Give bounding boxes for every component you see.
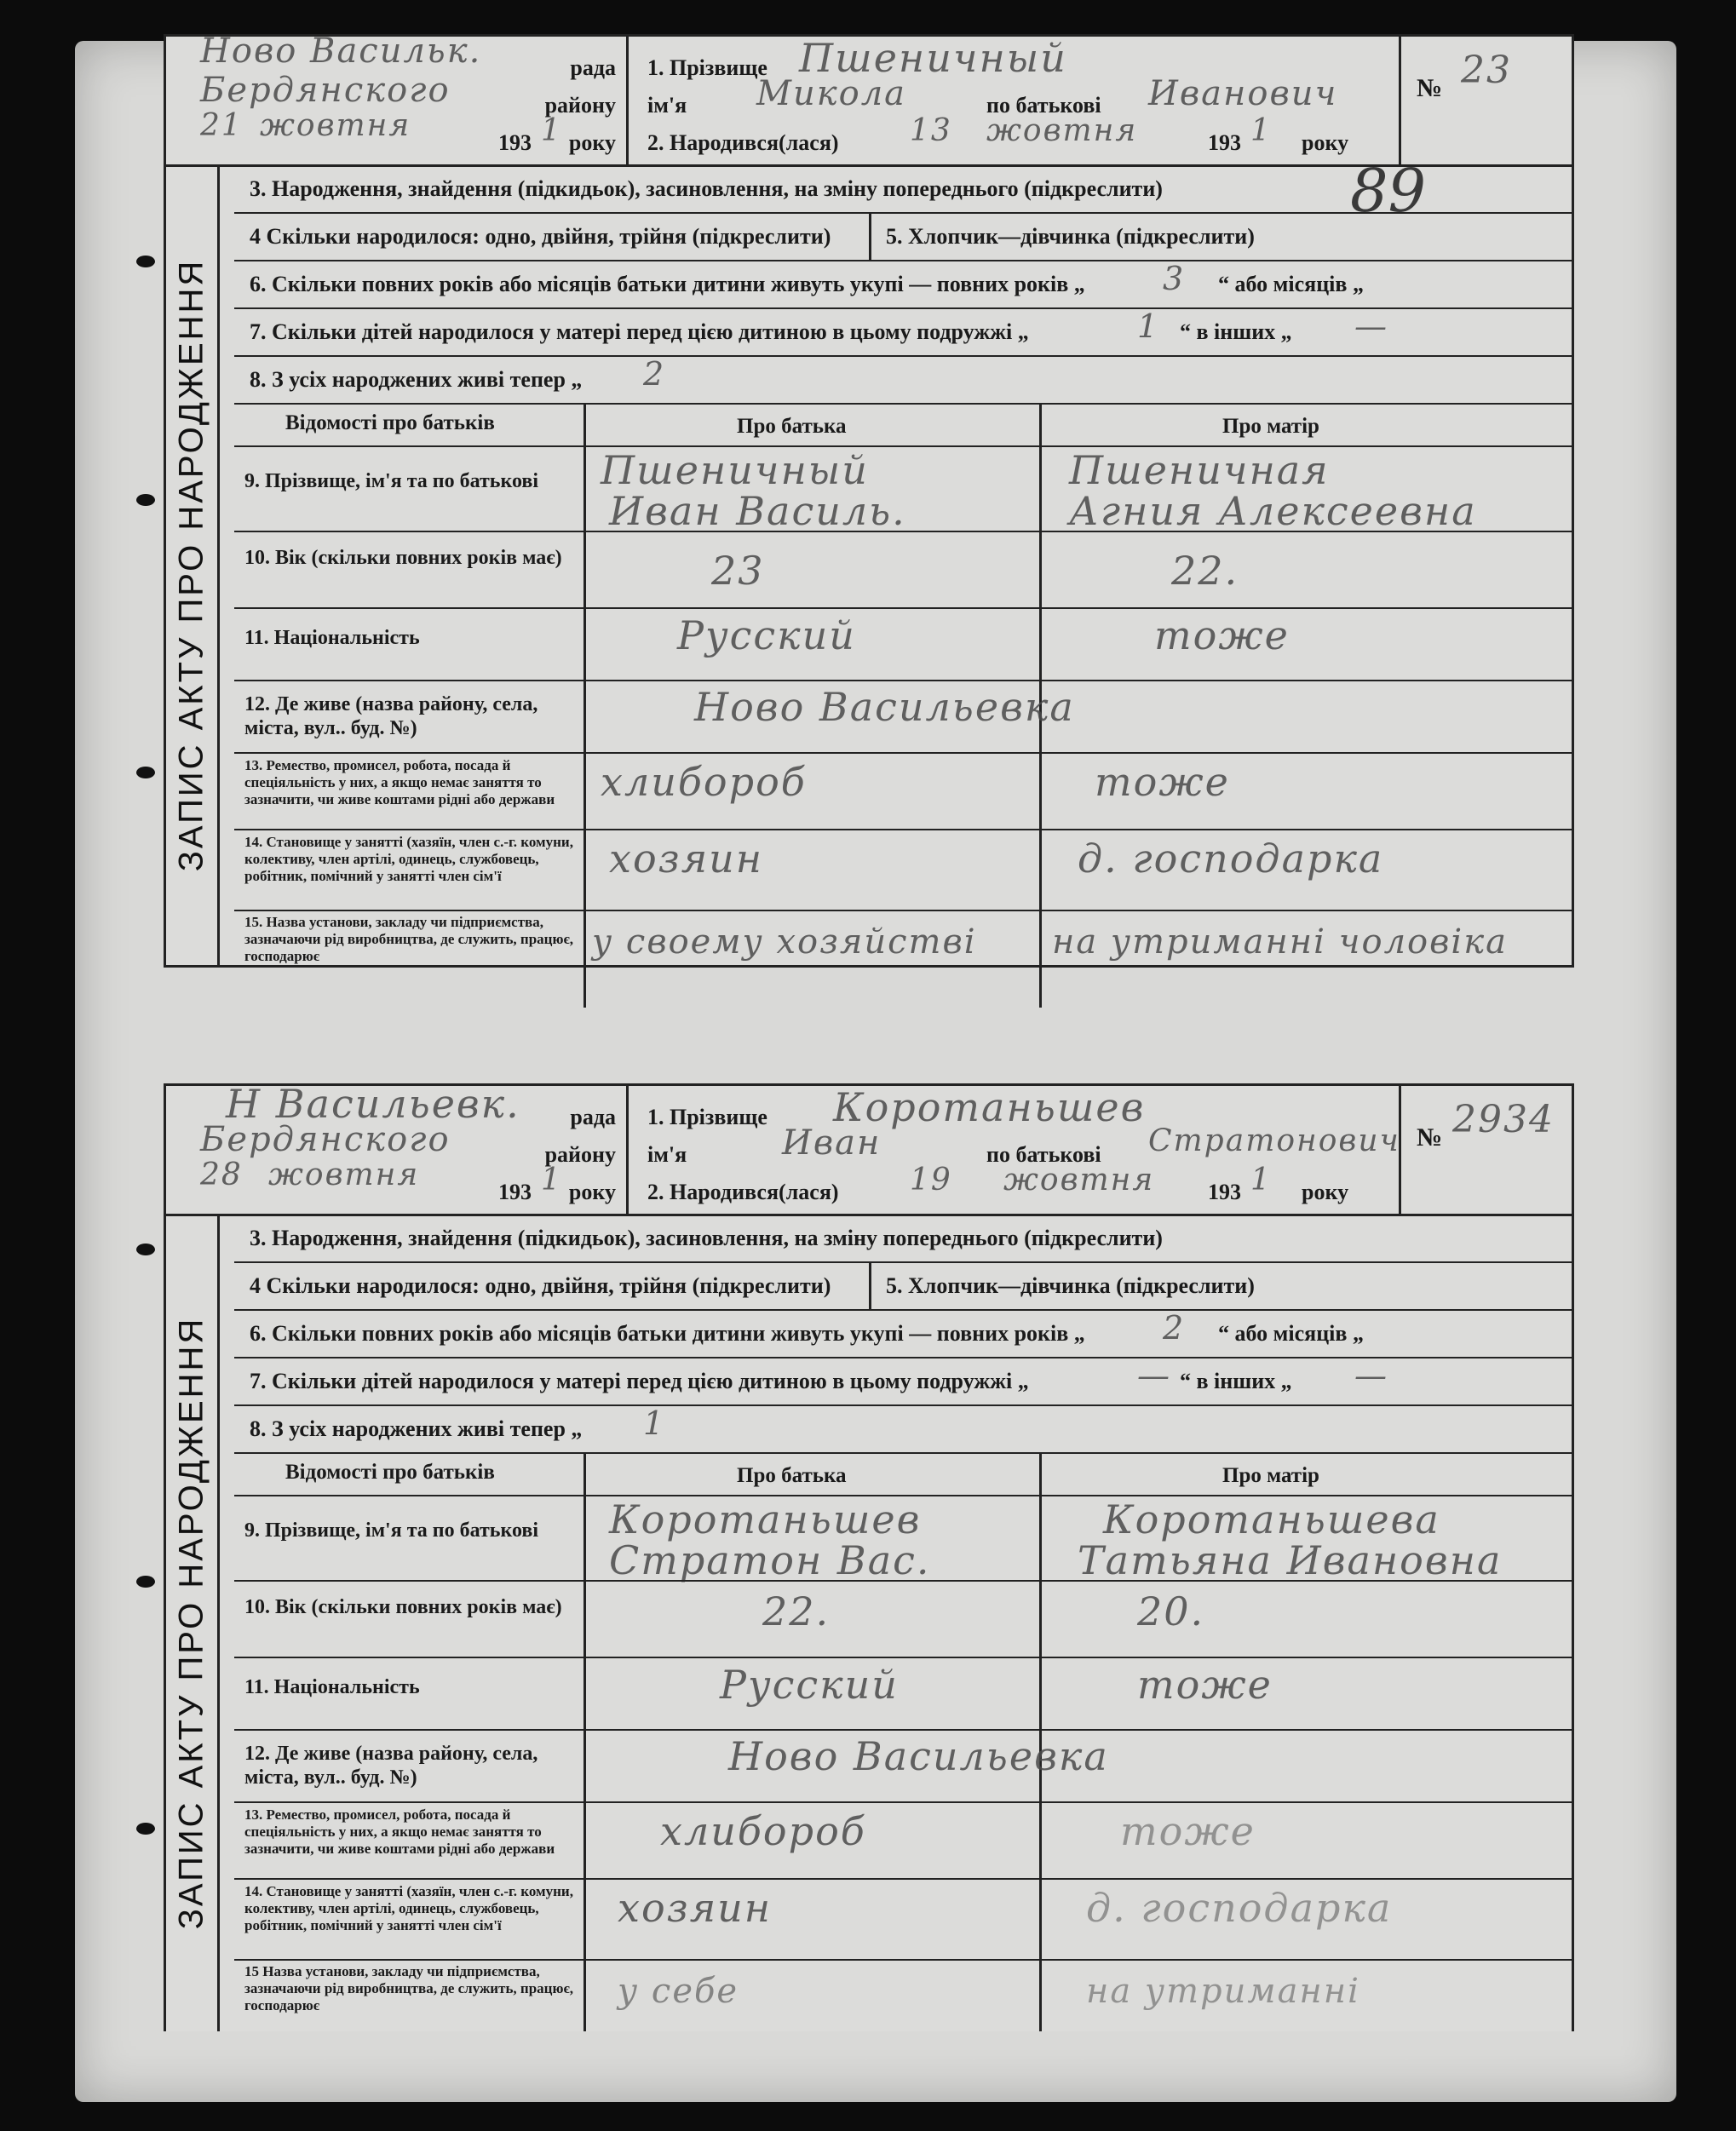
side-title-text: ЗАПИС АКТУ ПРО НАРОДЖЕННЯ xyxy=(172,258,210,871)
row-3 xyxy=(234,164,1572,214)
row-6-months-label: “ або місяців „ xyxy=(1218,1321,1364,1346)
handwritten-mother-11: тоже xyxy=(1137,1662,1273,1708)
handwritten-father-15: у себе xyxy=(618,1972,739,2011)
col-header-info: Відомості про батьків xyxy=(285,1461,495,1484)
row-4-5 xyxy=(234,212,1572,261)
row-5-label: 5. Хлопчик—дівчинка (підкреслити) xyxy=(886,224,1255,249)
label-15: 15. Назва установи, закладу чи підприємства, зазначаючи рід виробництва, де служить, працює, господарює xyxy=(244,914,574,964)
handwritten-mother-9b: Татьяна Ивановна xyxy=(1078,1537,1503,1583)
handwritten-born-month: жовтня xyxy=(986,113,1138,148)
handwritten-father-14: хозяин xyxy=(609,836,764,882)
handwritten-born-year-digit: 1 xyxy=(1250,113,1272,148)
handwritten-rada: Н Васильевк. xyxy=(226,1081,520,1127)
surname-label: 1. Прізвище xyxy=(647,1105,767,1129)
parents-table xyxy=(234,403,1572,1008)
record-number-block xyxy=(1399,37,1572,164)
born-year-label: року xyxy=(1302,1180,1349,1204)
handwritten-father-10: 23 xyxy=(711,548,765,594)
row-5-label: 5. Хлопчик—дівчинка (підкреслити) xyxy=(886,1273,1255,1298)
table-hline xyxy=(234,829,1572,830)
handwritten-date-month: жовтня xyxy=(260,108,411,143)
handwritten-date-day: 21 xyxy=(200,108,243,143)
row-8-label: 8. З усіх народжених живі тепер „ xyxy=(250,367,583,392)
handwritten-patronymic: Иванович xyxy=(1148,74,1338,113)
row-3-label: 3. Народження, знайдення (підкидьок), засиновлення, на зміну попереднього (підкреслити) xyxy=(250,176,1163,201)
handwritten-surname: Коротаньшев xyxy=(833,1084,1146,1130)
born-label: 2. Народився(лася) xyxy=(647,1180,839,1204)
card-header xyxy=(166,32,1572,167)
row-8-label: 8. З усіх народжених живі тепер „ xyxy=(250,1416,583,1441)
table-hline xyxy=(234,1657,1572,1658)
table-col-divider-1 xyxy=(583,1452,586,2031)
col-header-info: Відомості про батьків xyxy=(285,411,495,434)
table-hline xyxy=(234,1878,1572,1880)
punch-hole xyxy=(136,494,155,506)
table-hline xyxy=(234,445,1572,447)
side-title xyxy=(166,164,217,965)
row-4-divider xyxy=(869,1261,871,1309)
label-12: 12. Де живе (назва району, села, міста, вул.. буд. №) xyxy=(244,693,538,739)
handwritten-mother-11: тоже xyxy=(1154,612,1290,658)
name-label: ім'я xyxy=(647,93,687,118)
handwritten-mother-9a: Пшеничная xyxy=(1069,447,1330,493)
label-11: 11. Національність xyxy=(244,1676,420,1698)
table-col-divider-1 xyxy=(583,403,586,1008)
table-hline xyxy=(234,910,1572,911)
punch-hole xyxy=(136,1823,155,1835)
label-15: 15 Назва установи, закладу чи підприємства, зазначаючи рід виробництва, де служить, працює, господарює xyxy=(244,1963,574,2013)
handwritten-father-9a: Коротаньшев xyxy=(609,1496,922,1542)
form-rows xyxy=(234,1214,1572,2031)
handwritten-father-11: Русский xyxy=(677,612,856,658)
born-year-label: року xyxy=(1302,130,1349,155)
number-label: № xyxy=(1417,1123,1443,1152)
side-divider xyxy=(217,1214,220,2031)
row-4-divider xyxy=(869,212,871,260)
table-hline xyxy=(234,1580,1572,1582)
handwritten-born-month: жовтня xyxy=(1003,1163,1155,1198)
handwritten-row-8: 2 xyxy=(643,355,666,393)
handwritten-born-year-digit: 1 xyxy=(1250,1163,1272,1198)
col-header-father: Про батька xyxy=(737,415,847,438)
side-title xyxy=(166,1214,217,2031)
child-identity-block xyxy=(629,37,1395,164)
handwritten-rada: Ново Васильк. xyxy=(200,32,482,71)
card-header xyxy=(166,1081,1572,1216)
handwritten-row-7-other: — xyxy=(1354,1357,1388,1394)
birth-record-card-bottom xyxy=(164,1083,1574,2031)
table-hline xyxy=(234,1959,1572,1961)
handwritten-father-9a: Пшеничный xyxy=(601,447,869,493)
row-7-other-label: “ в інших „ xyxy=(1180,1369,1292,1393)
punch-hole xyxy=(136,1244,155,1255)
handwritten-name: Иван xyxy=(782,1123,882,1163)
handwritten-row-6-years: 2 xyxy=(1163,1309,1186,1347)
table-hline xyxy=(234,607,1572,609)
handwritten-row-8: 1 xyxy=(643,1404,666,1442)
registry-office-block xyxy=(166,32,629,164)
row-7-other-label: “ в інших „ xyxy=(1180,319,1292,344)
patronymic-label: по батькові xyxy=(986,1142,1101,1167)
label-11: 11. Національність xyxy=(244,627,420,649)
punch-hole xyxy=(136,767,155,778)
handwritten-mother-14: д. господарка xyxy=(1086,1885,1393,1931)
col-header-mother: Про матір xyxy=(1222,1464,1319,1487)
handwritten-father-12: Ново Васильевка xyxy=(694,684,1075,730)
row-6 xyxy=(234,1309,1572,1358)
row-6 xyxy=(234,260,1572,309)
child-identity-block xyxy=(629,1084,1400,1214)
handwritten-father-15: у своему хозяйстві xyxy=(592,922,977,962)
row-4-label: 4 Скільки народилося: одно, двійня, трійня (підкреслити) xyxy=(250,1273,831,1298)
row-3 xyxy=(234,1214,1572,1263)
handwritten-mother-14: д. господарка xyxy=(1078,836,1384,882)
handwritten-name: Микола xyxy=(756,74,907,113)
row-8 xyxy=(234,1404,1572,1454)
row-4-5 xyxy=(234,1261,1572,1311)
label-14: 14. Становище у занятті (хазяїн, член с.-г. комуни, колективу, член артілі, одинець, службовець, робітник, помічний у занятті член сім'ї xyxy=(244,1883,573,1933)
handwritten-mother-15: на утриманні чоловіка xyxy=(1052,922,1508,962)
handwritten-born-day: 19 xyxy=(910,1163,952,1198)
table-hline xyxy=(234,680,1572,681)
handwritten-mother-13: тоже xyxy=(1120,1808,1256,1854)
handwritten-father-13: хлибороб xyxy=(660,1808,866,1854)
handwritten-father-12: Ново Васильевка xyxy=(728,1733,1109,1779)
row-6-label: 6. Скільки повних років або місяців батьки дитини живуть укупі — повних років „ xyxy=(250,1321,1085,1346)
handwritten-father-10: 22. xyxy=(762,1588,831,1634)
handwritten-mother-10: 20. xyxy=(1137,1588,1205,1634)
year-prefix: 193 xyxy=(498,1180,532,1204)
handwritten-father-11: Русский xyxy=(720,1662,899,1708)
handwritten-raion: Бердянского xyxy=(200,71,451,110)
handwritten-row-7-this: — xyxy=(1137,1357,1171,1394)
handwritten-mother-9a: Коротаньшева xyxy=(1103,1496,1440,1542)
raion-label: району xyxy=(544,1142,616,1167)
handwritten-row-6-years: 3 xyxy=(1163,260,1186,297)
year-label: року xyxy=(568,1180,616,1204)
parents-table xyxy=(234,1452,1572,2031)
surname-label: 1. Прізвище xyxy=(647,55,767,80)
handwritten-row-7-other: — xyxy=(1354,307,1388,345)
label-13: 13. Ремество, промисел, робота, посада й спеціяльність у них, а якщо немає заняття то зазначити, чи живе коштами рідні або держави xyxy=(244,757,555,807)
handwritten-year-digit: 1 xyxy=(541,1163,562,1198)
punch-hole xyxy=(136,256,155,267)
handwritten-mother-10: 22. xyxy=(1171,548,1239,594)
label-9: 9. Прізвище, ім'я та по батькові xyxy=(244,1519,539,1542)
side-title-text: ЗАПИС АКТУ ПРО НАРОДЖЕННЯ xyxy=(172,1316,210,1929)
row-6-label: 6. Скільки повних років або місяців батьки дитини живуть укупі — повних років „ xyxy=(250,272,1085,296)
table-hline xyxy=(234,752,1572,754)
row-8 xyxy=(234,355,1572,405)
col-header-mother: Про матір xyxy=(1222,415,1319,438)
handwritten-mother-15: на утриманні xyxy=(1086,1972,1360,2011)
handwritten-born-day: 13 xyxy=(910,113,952,148)
handwritten-mother-9b: Агния Алексеевна xyxy=(1069,488,1477,534)
label-13: 13. Ремество, промисел, робота, посада й спеціяльність у них, а якщо немає заняття то зазначити, чи живе коштами рідні або держави xyxy=(244,1806,555,1857)
year-prefix: 193 xyxy=(498,130,532,155)
handwritten-patronymic: Стратонович xyxy=(1148,1123,1400,1158)
row-7-label: 7. Скільки дітей народилося у матері перед цією дитиною в цьому подружжі „ xyxy=(250,1369,1029,1393)
handwritten-surname: Пшеничный xyxy=(799,35,1067,81)
handwritten-father-9b: Иван Василь. xyxy=(609,488,906,534)
row-7 xyxy=(234,307,1572,357)
side-divider xyxy=(217,164,220,965)
handwritten-row-7-this: 1 xyxy=(1137,307,1160,345)
row-7-label: 7. Скільки дітей народилося у матері перед цією дитиною в цьому подружжі „ xyxy=(250,319,1029,344)
label-12: 12. Де живе (назва району, села, міста, вул.. буд. №) xyxy=(244,1743,538,1789)
registry-office-block xyxy=(166,1081,629,1214)
handwritten-record-number: 2934 xyxy=(1452,1098,1555,1141)
rada-label: рада xyxy=(570,1105,616,1129)
table-hline xyxy=(234,531,1572,532)
row-3-label: 3. Народження, знайдення (підкидьок), засиновлення, на зміну попереднього (підкреслити) xyxy=(250,1226,1163,1250)
number-label: № xyxy=(1417,74,1443,102)
label-14: 14. Становище у занятті (хазяїн, член с.-г. комуни, колективу, член артілі, одинець, службовець, робітник, помічний у занятті член сім'ї xyxy=(244,834,573,884)
label-10: 10. Вік (скільки повних років має) xyxy=(244,1596,562,1618)
raion-label: району xyxy=(544,93,616,118)
handwritten-mother-13: тоже xyxy=(1095,759,1230,805)
born-year-prefix: 193 xyxy=(1208,130,1241,155)
rada-label: рада xyxy=(570,55,616,80)
handwritten-date-day: 28 xyxy=(200,1157,243,1192)
row-7 xyxy=(234,1357,1572,1406)
handwritten-father-14: хозяин xyxy=(618,1885,773,1931)
handwritten-year-digit: 1 xyxy=(541,113,562,148)
born-year-prefix: 193 xyxy=(1208,1180,1241,1204)
year-label: року xyxy=(568,130,616,155)
name-label: ім'я xyxy=(647,1142,687,1167)
handwritten-raion: Бердянского xyxy=(200,1120,451,1159)
label-10: 10. Вік (скільки повних років має) xyxy=(244,547,562,569)
handwritten-record-number: 23 xyxy=(1461,49,1512,92)
col-header-father: Про батька xyxy=(737,1464,847,1487)
punch-hole xyxy=(136,1576,155,1588)
form-rows xyxy=(234,164,1572,965)
birth-record-card-top xyxy=(164,34,1574,968)
row-6-months-label: “ або місяців „ xyxy=(1218,272,1364,296)
label-9: 9. Прізвище, ім'я та по батькові xyxy=(244,470,539,492)
table-hline xyxy=(234,1729,1572,1731)
handwritten-father-9b: Стратон Вас. xyxy=(609,1537,931,1583)
row-4-label: 4 Скільки народилося: одно, двійня, трійня (підкреслити) xyxy=(250,224,831,249)
handwritten-date-month: жовтня xyxy=(268,1157,420,1192)
born-label: 2. Народився(лася) xyxy=(647,130,839,155)
handwritten-father-13: хлибороб xyxy=(601,759,807,805)
record-number-block xyxy=(1399,1086,1572,1214)
patronymic-label: по батькові xyxy=(986,93,1101,118)
handwritten-89: 89 xyxy=(1350,156,1427,226)
table-hline xyxy=(234,1801,1572,1803)
